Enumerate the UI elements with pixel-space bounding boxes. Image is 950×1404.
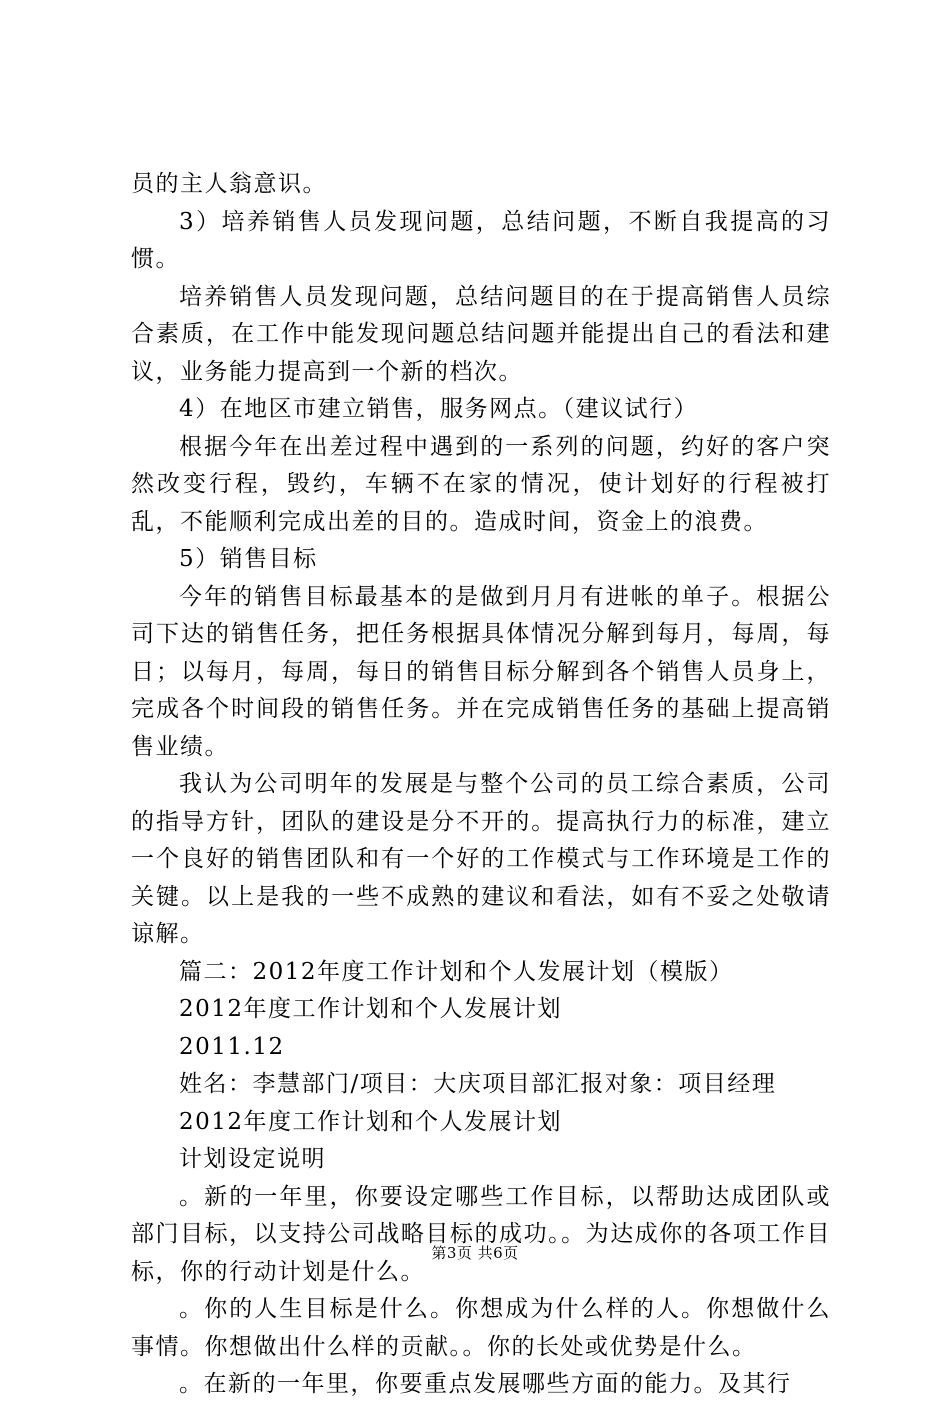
paragraph: 5）销售目标 (179, 546, 318, 572)
paragraph: 。在新的一年里，你要重点发展哪些方面的能力。及其行 (179, 1371, 792, 1397)
paragraph: 根据今年在出差过程中遇到的一系列的问题，约好的客户突然改变行程，毁约，车辆不在家的情况，使计划好的行程被打乱，不能顺利完成出差的目的。造成时间，资金上的浪费。 (131, 433, 831, 535)
page-footer: 第3页 共6页 (431, 1244, 519, 1262)
document-title: 2012年度工作计划和个人发展计划 (179, 1108, 563, 1135)
document-title: 2012年度工作计划和个人发展计划 (179, 996, 563, 1022)
paragraph: 员的主人翁意识。 (131, 171, 327, 197)
paragraph: 今年的销售目标最基本的是做到月月有进帐的单子。根据公司下达的销售任务，把任务根据具体情况分解到每月，每周，每日；以每月，每周，每日的销售目标分解到各个销售人员身上，完成各个时间段的销售任务。并在完成销售任务的基础上提高销售业绩。 (131, 583, 831, 760)
paragraph: 培养销售人员发现问题，总结问题目的在于提高销售人员综合素质，在工作中能发现问题总结问题并能提出自己的看法和建议，业务能力提高到一个新的档次。 (131, 283, 831, 385)
paragraph: 。你的人生目标是什么。你想成为什么样的人。你想做什么事情。你想做出什么样的贡献。。你的长处或优势是什么。 (131, 1296, 831, 1360)
paragraph: 3）培养销售人员发现问题，总结问题，不断自我提高的习惯。 (131, 208, 831, 272)
subsection-heading: 计划设定说明 (179, 1146, 326, 1172)
paragraph: 4）在地区市建立销售，服务网点。（建议试行） (179, 396, 699, 422)
document-date: 2011.12 (179, 1033, 285, 1060)
paragraph: 。新的一年里，你要设定哪些工作目标，以帮助达成团队或部门目标，以支持公司战略目标的成功。。为达成你的各项工作目标，你的行动计划是什么。 (131, 1183, 831, 1285)
author-info: 姓名：李慧部门/项目：大庆项目部汇报对象：项目经理 (179, 1071, 777, 1097)
section-heading: 篇二：2012年度工作计划和个人发展计划（模版） (179, 958, 734, 985)
document-body (131, 166, 831, 1404)
paragraph: 我认为公司明年的发展是与整个公司的员工综合素质，公司的指导方针，团队的建设是分不开的。提高执行力的标准，建立一个良好的销售团队和有一个好的工作模式与工作环境是工作的关键。以上是我的一些不成熟的建议和看法，如有不妥之处敬请谅解。 (131, 771, 831, 947)
